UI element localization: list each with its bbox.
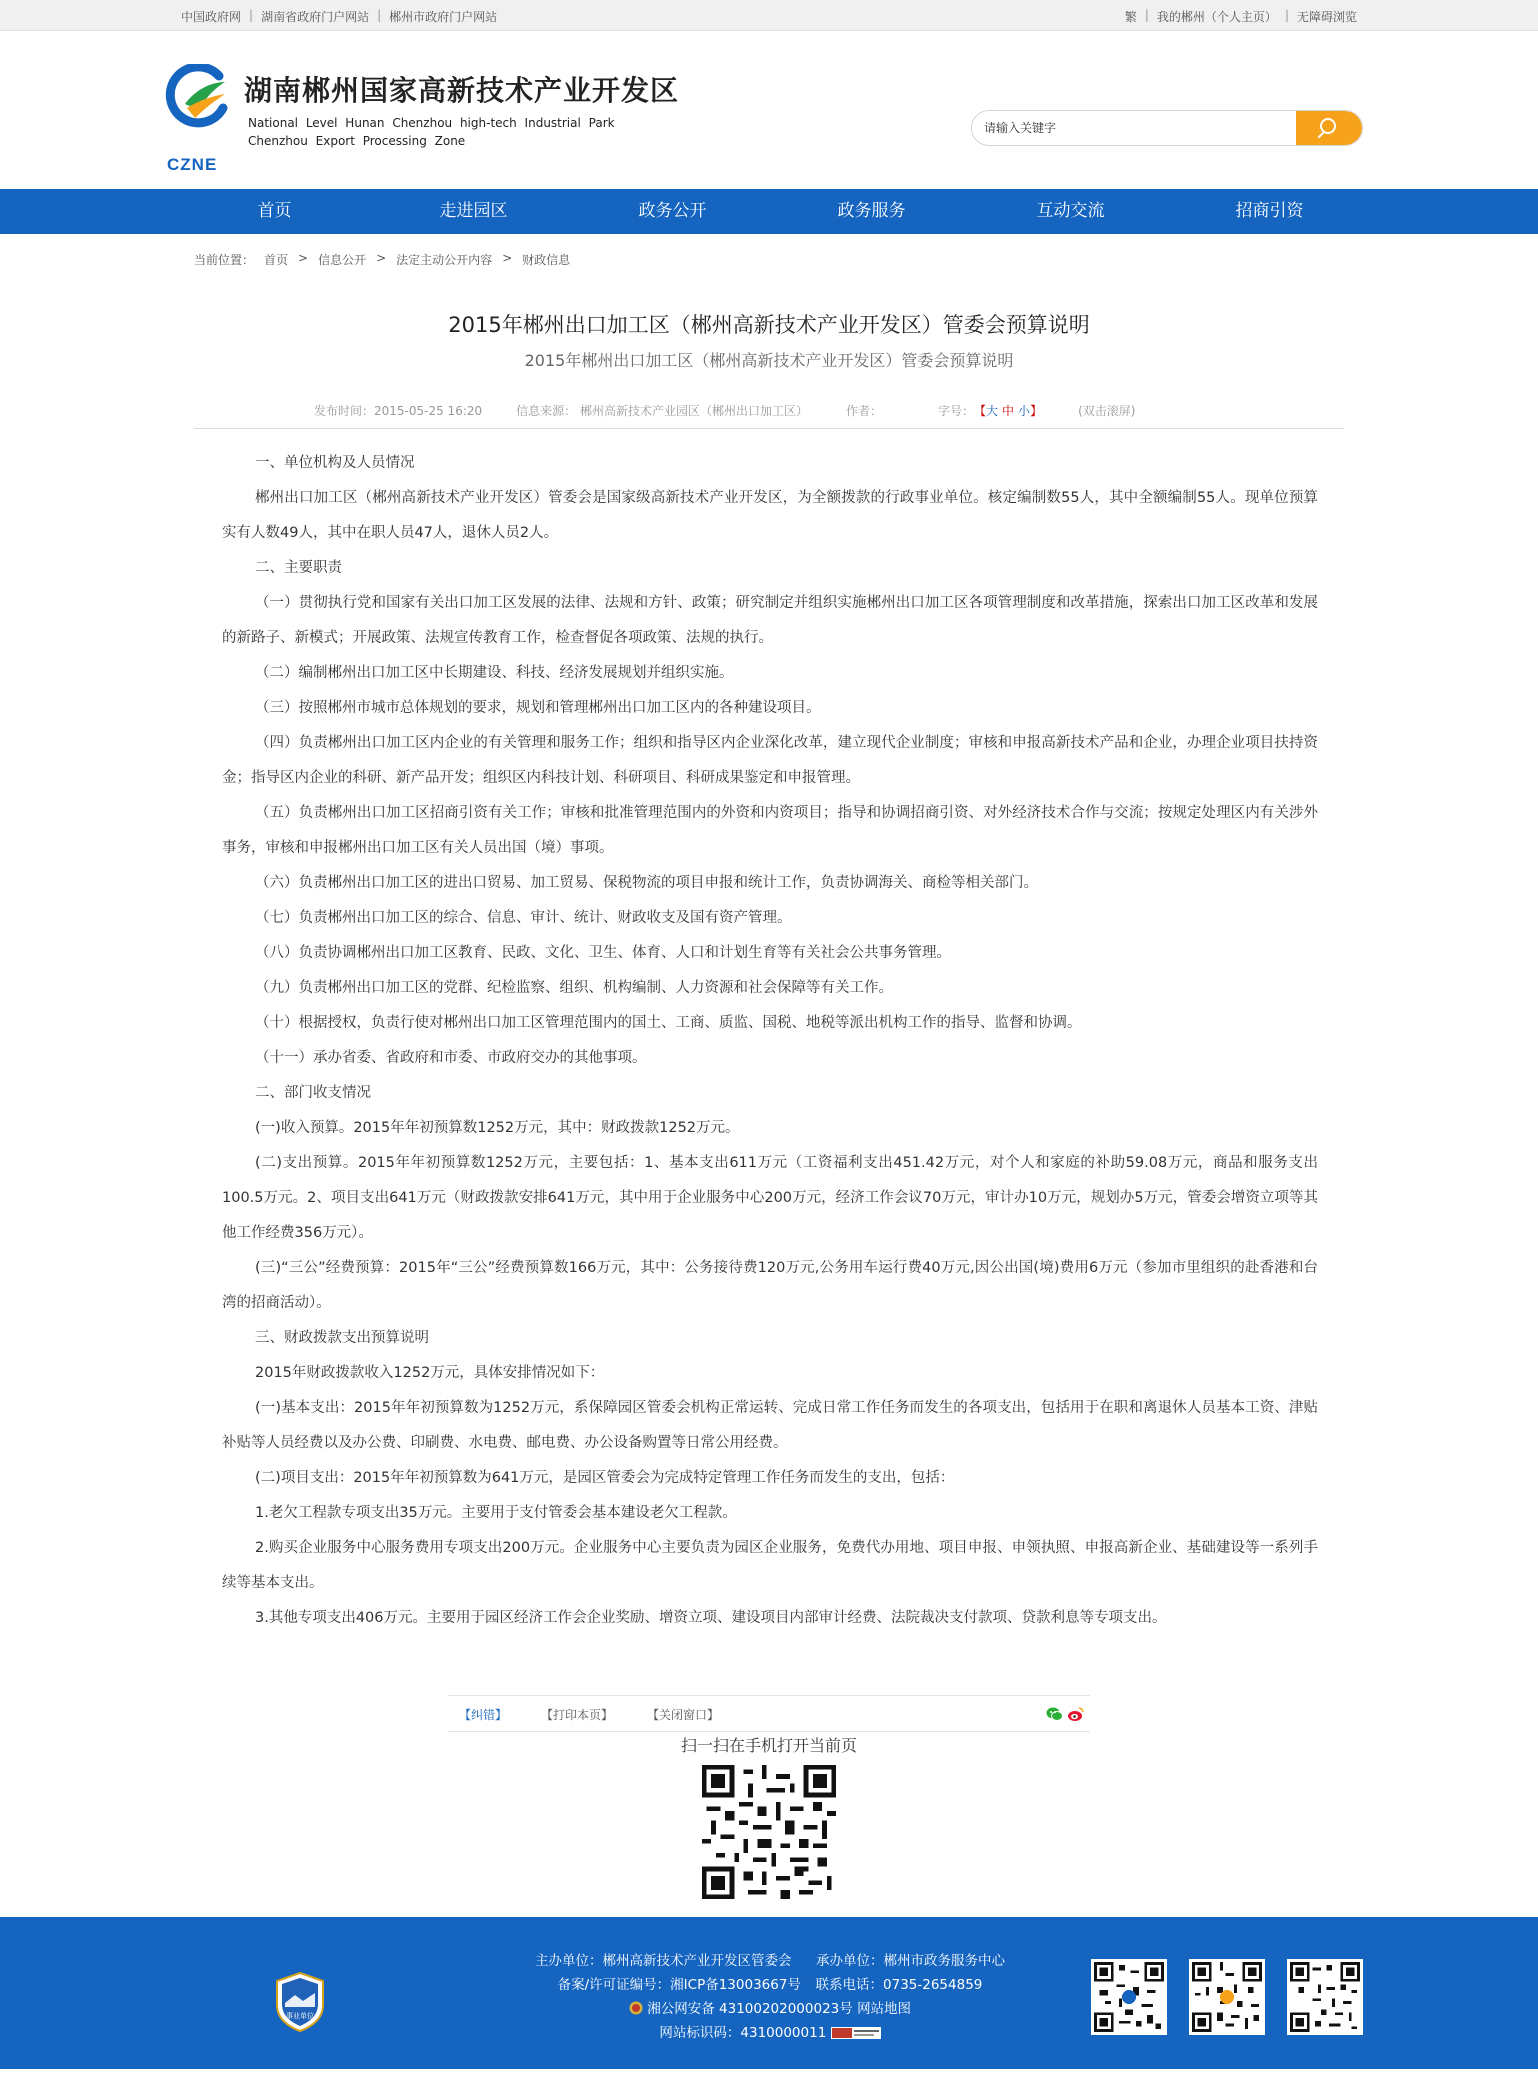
article-meta [314, 402, 1135, 419]
close-window-link[interactable]: 【关闭窗口】 [647, 1708, 720, 1722]
nav-item-gov-services[interactable]: 政务服务 [837, 201, 906, 221]
font-bracket-close: 】 [1030, 404, 1043, 418]
footer-line-2 [420, 1973, 1120, 1997]
paragraph: (一)收入预算。2015年年初预算数1252万元，其中：财政拨款1252万元。 [255, 1120, 740, 1136]
link-hunan-gov[interactable]: 湖南省政府门户网站 [261, 10, 370, 24]
breadcrumb-label: 当前位置： [194, 253, 255, 267]
site-subtitle [248, 114, 615, 150]
double-click-scroll[interactable]: (双击滚屏) [1078, 404, 1136, 418]
article-body [222, 446, 1318, 1636]
paragraph: 2.购买企业服务中心服务费用专项支出200万元。企业服务中心主要负责为园区企业服务，免费代办用地、项目申报、申领执照、申报高新企业、基础建设等一系列手续等基本支出。 [222, 1540, 1318, 1591]
police-record-link[interactable]: 湘公网安备 43100202000023号 [647, 2001, 853, 2017]
print-page-link[interactable]: 【打印本页】 [541, 1708, 614, 1722]
breadcrumb-finance-info[interactable]: 财政信息 [522, 253, 571, 267]
footer-info [420, 1949, 1120, 2045]
footer-line-4 [420, 2021, 1120, 2045]
font-medium-button[interactable]: 中 [1002, 404, 1015, 418]
organizer: 郴州市政务服务中心 [883, 1953, 1006, 1969]
top-bar [0, 0, 1538, 31]
site-subtitle-line1: National Level Hunan Chenzhou high-tech Industrial Park [248, 116, 615, 130]
weibo-icon[interactable] [1067, 1706, 1084, 1722]
sitemap-link[interactable]: 网站地图 [857, 2001, 912, 2017]
breadcrumb-separator: > [502, 251, 513, 265]
author-label: 作者： [845, 404, 882, 418]
search-box [971, 110, 1363, 146]
search-input[interactable] [972, 111, 1297, 145]
paragraph: （六）负责郴州出口加工区的进出口贸易、加工贸易、保税物流的项目申报和统计工作，负责协调海关、商检等相关部门。 [255, 875, 1038, 891]
breadcrumb-separator: > [298, 251, 309, 265]
nav-item-home[interactable]: 首页 [257, 201, 292, 221]
qr-caption: 扫一扫在手机打开当前页 [680, 1736, 857, 1755]
nav-item-interaction[interactable]: 互动交流 [1036, 201, 1105, 221]
paragraph: 二、部门收支情况 [255, 1085, 371, 1101]
publish-time: 发布时间：2015-05-25 16:20 [314, 404, 483, 418]
accessibility-link[interactable]: 无障碍浏览 [1296, 10, 1357, 24]
paragraph: （二）编制郴州出口加工区中长期建设、科技、经济发展规划并组织实施。 [255, 665, 734, 681]
paragraph: （十一）承办省委、省政府和市委、市政府交办的其他事项。 [255, 1050, 647, 1066]
article-subtitle: 2015年郴州出口加工区（郴州高新技术产业开发区）管委会预算说明 [524, 351, 1014, 370]
paragraph: （一）贯彻执行党和国家有关出口加工区发展的法律、法规和方针、政策；研究制定并组织实施郴州出口加工区各项管理制度和改革措施，探索出口加工区改革和发展的新路子、新模式；开展政策、法规宣传教育工作，检查督促各项政策、法规的执行。 [222, 595, 1318, 646]
phone-label: 联系电话： [815, 1977, 884, 1993]
site-footer [0, 1917, 1538, 2069]
paragraph: 3.其他专项支出406万元。主要用于园区经济工作会企业奖励、增资立项、建设项目内部审计经费、法院裁决支付款项、贷款利息等专项支出。 [255, 1610, 1167, 1626]
paragraph: （十）根据授权，负责行使对郴州出口加工区管理范围内的国土、工商、质监、国税、地税等派出机构工作的指导、监督和协调。 [255, 1015, 1082, 1031]
paragraph: （三）按照郴州市城市总体规划的要求，规划和管理郴州出口加工区内的各种建设项目。 [255, 700, 821, 716]
breadcrumb [194, 251, 570, 268]
paragraph: 一、单位机构及人员情况 [255, 455, 415, 471]
host-org: 郴州高新技术产业开发区管委会 [602, 1953, 792, 1969]
link-chenzhou-gov[interactable]: 郴州市政府门户网站 [389, 10, 498, 24]
paragraph: （七）负责郴州出口加工区的综合、信息、审计、统计、财政收支及国有资产管理。 [255, 910, 792, 926]
breadcrumb-home[interactable]: 首页 [264, 253, 289, 267]
spacer [1042, 402, 1078, 419]
organizer-label: 承办单位： [816, 1953, 884, 1969]
paragraph: 1.老欠工程款专项支出35万元。主要用于支付管委会基本建设老欠工程款。 [255, 1505, 737, 1521]
logo-abbreviation: CZNE [167, 155, 218, 174]
wechat-icon[interactable] [1046, 1706, 1063, 1722]
nav-list [175, 189, 1369, 234]
divider: | [1144, 8, 1149, 22]
breadcrumb-separator: > [376, 251, 387, 265]
info-source: 信息来源： 郴州高新技术产业园区（郴州出口加工区） [516, 404, 808, 418]
my-chenzhou-link[interactable]: 我的郴州（个人主页） [1156, 10, 1277, 24]
czne-logo-icon[interactable] [165, 64, 231, 130]
top-links-left [181, 8, 497, 25]
paragraph: （九）负责郴州出口加工区的党群、纪检监察、组织、机构编制、人力资源和社会保障等有关工作。 [255, 980, 893, 996]
icp-label: 备案/许可证编号： [557, 1977, 671, 1993]
site-id-label: 网站标识码： [659, 2025, 741, 2041]
site-id: 4310000011 [740, 2025, 827, 2041]
site-title: 湖南郴州国家高新技术产业开发区 [244, 74, 680, 107]
host-label: 主办单位： [534, 1953, 603, 1969]
search-button[interactable] [1296, 111, 1362, 145]
meta-divider [194, 428, 1344, 429]
page-bottom [0, 2069, 1538, 2086]
nav-item-gov-affairs-open[interactable]: 政务公开 [638, 201, 707, 221]
report-error-link[interactable]: 【纠错】 [459, 1708, 508, 1722]
main-nav [0, 189, 1538, 234]
share-buttons [1046, 1706, 1084, 1722]
breadcrumb-info-open[interactable]: 信息公开 [318, 253, 367, 267]
cnzz-stats-icon[interactable] [831, 2027, 881, 2039]
font-bracket-open: 【 [974, 404, 987, 418]
font-small-button[interactable]: 小 [1018, 404, 1031, 418]
tool-links [459, 1706, 719, 1723]
paragraph: 2015年财政拨款收入1252万元，具体安排情况如下： [255, 1365, 605, 1381]
footer-line-3 [420, 1997, 1120, 2021]
top-links-right [1125, 8, 1357, 25]
badge-label: 事业单位 [286, 2012, 314, 2020]
page-qr-code [702, 1765, 836, 1899]
phone: 0735-2654859 [883, 1977, 983, 1993]
nav-item-about-park[interactable]: 走进园区 [439, 201, 508, 221]
paragraph: (一)基本支出：2015年年初预算数为1252万元，系保障园区管委会机构正常运转、完成日常工作任务而发生的各项支出，包括用于在职和离退休人员基本工资、津贴补贴等人员经费以及办公费、印刷费、水电费、邮电费、办公设备购置等日常公用经费。 [222, 1400, 1318, 1451]
footer-qr-code-1 [1091, 1959, 1167, 2035]
footer-qr-code-2 [1189, 1959, 1265, 2035]
article-tools [448, 1695, 1090, 1732]
paragraph: 郴州出口加工区（郴州高新技术产业开发区）管委会是国家级高新技术产业开发区，为全额拨款的行政事业单位。核定编制数55人，其中全额编制55人。现单位预算实有人数49人，其中在职人员47人，退休人员2人。 [222, 490, 1318, 541]
icp-link[interactable]: 湘ICP备13003667号 [670, 1977, 801, 1993]
site-subtitle-line2: Chenzhou Export Processing Zone [248, 134, 466, 148]
link-gov-cn[interactable]: 中国政府网 [181, 10, 242, 24]
paragraph: 二、主要职责 [255, 560, 342, 576]
spacer [482, 402, 516, 419]
paragraph: (二)项目支出：2015年年初预算数为641万元，是园区管委会为完成特定管理工作任务而发生的支出，包括： [255, 1470, 955, 1486]
traditional-chinese-link[interactable]: 繁 [1124, 10, 1137, 24]
divider: | [1284, 8, 1289, 22]
paragraph: (三)“三公”经费预算：2015年“三公”经费预算数166万元，其中：公务接待费120万元,公务用车运行费40万元,因公出国(境)费用6万元（参加市里组织的赴香港和台湾的招商活动）。 [222, 1260, 1318, 1311]
divider: | [377, 8, 382, 22]
spacer [882, 402, 938, 419]
font-size-label: 字号： [937, 404, 974, 418]
paragraph: 三、财政拨款支出预算说明 [255, 1330, 429, 1346]
paragraph: （四）负责郴州出口加工区内企业的有关管理和服务工作；组织和指导区内企业深化改革，建立现代企业制度；审核和申报高新技术产品和企业，办理企业项目扶持资金；指导区内企业的科研、新产品开发；组织区内科技计划、科研项目、科研成果鉴定和申报管理。 [222, 735, 1318, 786]
paragraph: (二)支出预算。2015年年初预算数1252万元，主要包括：1、基本支出611万元（工资福利支出451.42万元，对个人和家庭的补助59.08万元，商品和服务支出100.5万元。2、项目支出641万元（财政拨款安排641万元，其中用于企业服务中心200万元，经济工作会议70万元，审计办10万元，规划办5万元，管委会增资立项等其他工作经费356万元）。 [222, 1155, 1318, 1241]
breadcrumb-statutory[interactable]: 法定主动公开内容 [396, 253, 493, 267]
police-emblem-icon [629, 2001, 643, 2015]
footer-line-1 [420, 1949, 1120, 1973]
public-institution-badge-icon[interactable] [273, 1971, 327, 2033]
site-header [0, 31, 1538, 189]
paragraph: （五）负责郴州出口加工区招商引资有关工作；审核和批准管理范围内的外资和内资项目；指导和协调招商引资、对外经济技术合作与交流；按规定处理区内有关涉外事务，审核和申报郴州出口加工区有关人员出国（境）事项。 [222, 805, 1318, 856]
divider: | [249, 8, 254, 22]
nav-item-investment[interactable]: 招商引资 [1235, 201, 1304, 221]
spacer [808, 402, 846, 419]
paragraph: （八）负责协调郴州出口加工区教育、民政、文化、卫生、体育、人口和计划生育等有关社会公共事务管理。 [255, 945, 951, 961]
footer-qr-code-3 [1287, 1959, 1363, 2035]
font-large-button[interactable]: 大 [986, 404, 999, 418]
search-icon [1317, 116, 1341, 140]
article-title: 2015年郴州出口加工区（郴州高新技术产业开发区）管委会预算说明 [448, 313, 1090, 337]
